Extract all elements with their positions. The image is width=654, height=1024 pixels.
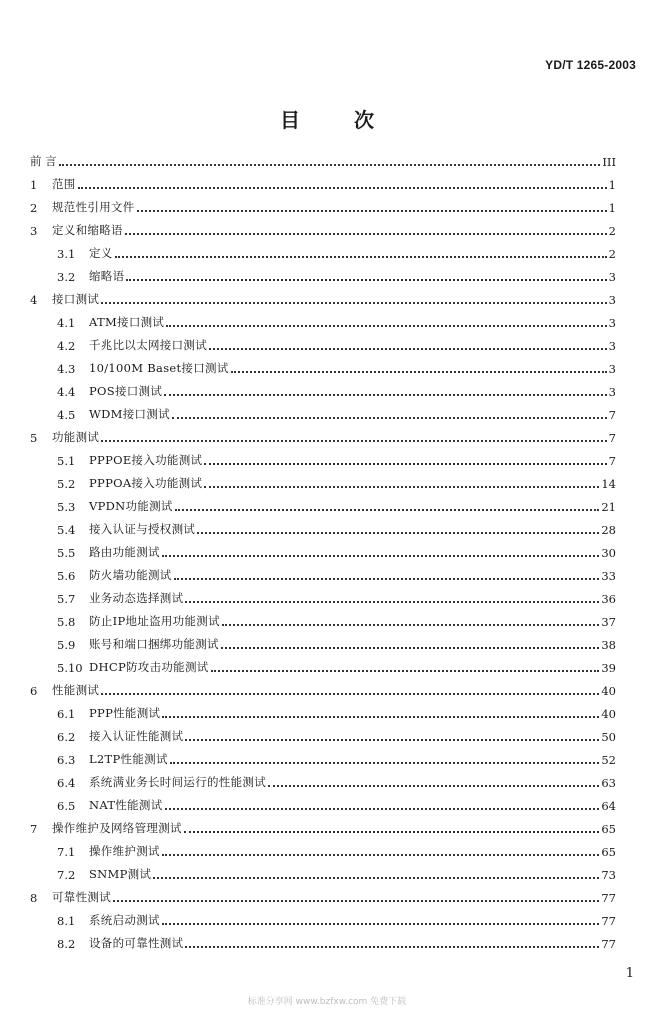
- dot-leader: [162, 922, 600, 925]
- dot-leader: [164, 393, 607, 396]
- toc-entry-page: 38: [601, 638, 616, 652]
- page-number: 1: [625, 966, 634, 981]
- dot-leader: [165, 807, 600, 810]
- toc-entry-page: 3: [608, 339, 616, 353]
- dot-leader: [222, 623, 599, 626]
- page-title: 目次: [280, 108, 428, 132]
- toc-entry[interactable]: [30, 606, 616, 629]
- toc-entry-page: 3: [608, 362, 616, 376]
- toc-entry[interactable]: [30, 859, 616, 882]
- toc-entry-number: 6.5: [57, 799, 76, 813]
- toc-entry[interactable]: [30, 767, 616, 790]
- dot-leader: [101, 301, 606, 304]
- toc-entry-page: 3: [608, 293, 616, 307]
- dot-leader: [204, 485, 599, 488]
- toc-entry-number: 6.2: [57, 730, 76, 744]
- toc-entry[interactable]: [30, 698, 616, 721]
- dot-leader: [170, 761, 600, 764]
- toc-entry-number: 8.2: [57, 937, 76, 951]
- toc-entry-page: 52: [601, 753, 616, 767]
- toc-entry-page: 40: [601, 707, 616, 721]
- toc-entry-page: 21: [601, 500, 616, 514]
- toc-entry-label: 路由功能测试: [89, 545, 160, 559]
- toc-entry[interactable]: [30, 652, 616, 675]
- toc-entry-number: 4.2: [57, 339, 76, 353]
- dot-leader: [221, 646, 600, 649]
- toc-entry-number: 5.10: [57, 661, 83, 675]
- dot-leader: [174, 577, 600, 580]
- toc-entry[interactable]: [30, 928, 616, 951]
- table-of-contents: [30, 146, 616, 951]
- dot-leader: [162, 715, 599, 718]
- toc-entry[interactable]: [30, 537, 616, 560]
- toc-entry-label: 业务动态选择测试: [89, 591, 184, 605]
- toc-entry-label: 性能测试: [52, 683, 100, 697]
- toc-entry[interactable]: [30, 422, 616, 445]
- dot-leader: [137, 209, 607, 212]
- toc-entry-label: 接入认证性能测试: [89, 729, 184, 743]
- dot-leader: [175, 508, 600, 511]
- dot-leader: [115, 255, 607, 258]
- dot-leader: [204, 462, 606, 465]
- toc-entry-label: POS接口测试: [89, 384, 163, 398]
- toc-entry-page: 64: [601, 799, 616, 813]
- toc-entry[interactable]: [30, 813, 616, 836]
- toc-entry-label: 设备的可靠性测试: [89, 936, 184, 950]
- toc-entry-label: 范围: [52, 177, 76, 191]
- toc-entry-number: 5.6: [57, 569, 76, 583]
- toc-entry-label: PPP性能测试: [89, 706, 161, 720]
- toc-entry-page: 3: [608, 270, 616, 284]
- toc-entry-label: PPPOE接入功能测试: [89, 453, 203, 467]
- toc-entry[interactable]: [30, 238, 616, 261]
- dot-leader: [197, 531, 599, 534]
- dot-leader: [185, 945, 599, 948]
- toc-entry-page: 50: [601, 730, 616, 744]
- dot-leader: [126, 278, 606, 281]
- toc-entry[interactable]: [30, 169, 616, 192]
- toc-entry-number: 2: [30, 201, 38, 215]
- toc-entry-label: L2TP性能测试: [89, 752, 168, 766]
- toc-entry-number: 4: [30, 293, 38, 307]
- toc-entry-label: 操作维护及网络管理测试: [52, 821, 182, 835]
- toc-entry-number: 6.4: [57, 776, 76, 790]
- toc-entry-number: 5.5: [57, 546, 76, 560]
- toc-entry-label: DHCP防攻击功能测试: [89, 660, 209, 674]
- toc-entry-number: 前 言: [30, 154, 57, 168]
- toc-entry[interactable]: [30, 583, 616, 606]
- toc-entry-label: NAT性能测试: [89, 798, 163, 812]
- toc-entry-page: 33: [601, 569, 616, 583]
- dot-leader: [59, 163, 601, 166]
- toc-entry[interactable]: [30, 560, 616, 583]
- toc-entry[interactable]: [30, 514, 616, 537]
- toc-entry[interactable]: [30, 468, 616, 491]
- toc-entry-number: 6: [30, 684, 38, 698]
- dot-leader: [101, 439, 606, 442]
- dot-leader: [162, 853, 600, 856]
- toc-entry-number: 5.4: [57, 523, 76, 537]
- toc-entry-label: 账号和端口捆绑功能测试: [89, 637, 219, 651]
- toc-entry-page: 77: [601, 914, 616, 928]
- dot-leader: [185, 600, 599, 603]
- toc-entry-page: 2: [608, 224, 616, 238]
- toc-entry-label: 接口测试: [52, 292, 100, 306]
- toc-entry-label: 接入认证与授权测试: [89, 522, 196, 536]
- toc-entry-page: 1: [608, 201, 616, 215]
- toc-entry-label: 10/100M Baset接口测试: [89, 361, 229, 375]
- dot-leader: [78, 186, 607, 189]
- toc-entry-number: 7: [30, 822, 38, 836]
- dot-leader: [153, 876, 599, 879]
- toc-entry[interactable]: [30, 146, 616, 169]
- toc-entry-page: III: [602, 155, 616, 169]
- toc-entry-page: 77: [601, 937, 616, 951]
- toc-entry[interactable]: [30, 192, 616, 215]
- dot-leader: [209, 347, 607, 350]
- toc-entry-number: 5.1: [57, 454, 76, 468]
- toc-entry-page: 7: [608, 408, 616, 422]
- toc-entry-number: 6.1: [57, 707, 76, 721]
- toc-entry-number: 8.1: [57, 914, 76, 928]
- toc-entry[interactable]: [30, 790, 616, 813]
- toc-entry-label: 定义: [89, 246, 113, 260]
- toc-entry-page: 77: [601, 891, 616, 905]
- toc-entry-label: 防火墙功能测试: [89, 568, 172, 582]
- toc-entry-number: 6.3: [57, 753, 76, 767]
- toc-entry-number: 4.4: [57, 385, 76, 399]
- toc-entry-page: 65: [601, 845, 616, 859]
- toc-entry[interactable]: [30, 376, 616, 399]
- toc-entry-page: 7: [608, 431, 616, 445]
- toc-entry-number: 7.1: [57, 845, 76, 859]
- toc-entry-number: 8: [30, 891, 38, 905]
- toc-entry-number: 5.9: [57, 638, 76, 652]
- dot-leader: [231, 370, 607, 373]
- dot-leader: [268, 784, 599, 787]
- watermark: 标准分享网 www.bzfxw.com 免费下载: [247, 997, 407, 1007]
- dot-leader: [162, 554, 600, 557]
- toc-entry-number: 3.2: [57, 270, 76, 284]
- toc-entry-label: WDM接口测试: [89, 407, 170, 421]
- dot-leader: [113, 899, 599, 902]
- toc-entry[interactable]: [30, 307, 616, 330]
- toc-entry-number: 5.8: [57, 615, 76, 629]
- toc-entry[interactable]: [30, 261, 616, 284]
- toc-entry-label: 防止IP地址盗用功能测试: [89, 614, 220, 628]
- toc-entry-number: 4.1: [57, 316, 76, 330]
- dot-leader: [125, 232, 607, 235]
- dot-leader: [211, 669, 600, 672]
- toc-entry-page: 28: [601, 523, 616, 537]
- dot-leader: [185, 738, 599, 741]
- toc-entry[interactable]: [30, 882, 616, 905]
- toc-entry-page: 73: [601, 868, 616, 882]
- toc-entry-page: 63: [601, 776, 616, 790]
- toc-entry-page: 3: [608, 316, 616, 330]
- toc-entry[interactable]: [30, 744, 616, 767]
- toc-entry-label: 系统满业务长时间运行的性能测试: [89, 775, 266, 789]
- toc-entry[interactable]: [30, 353, 616, 376]
- toc-entry[interactable]: [30, 399, 616, 422]
- toc-entry-page: 14: [601, 477, 616, 491]
- dot-leader: [101, 692, 599, 695]
- toc-entry[interactable]: [30, 491, 616, 514]
- toc-entry-label: PPPOA接入功能测试: [89, 476, 203, 490]
- toc-entry-page: 40: [601, 684, 616, 698]
- toc-entry-label: 规范性引用文件: [52, 200, 135, 214]
- toc-entry-label: 操作维护测试: [89, 844, 160, 858]
- toc-entry-page: 1: [608, 178, 616, 192]
- dot-leader: [166, 324, 606, 327]
- toc-entry-number: 4.3: [57, 362, 76, 376]
- toc-entry-number: 4.5: [57, 408, 76, 422]
- standard-code: YD/T 1265-2003: [545, 58, 636, 72]
- toc-entry-page: 30: [601, 546, 616, 560]
- toc-entry-number: 1: [30, 178, 38, 192]
- toc-entry-page: 7: [608, 454, 616, 468]
- toc-entry-label: ATM接口测试: [89, 315, 165, 329]
- toc-entry-number: 5.3: [57, 500, 76, 514]
- toc-entry-number: 5: [30, 431, 38, 445]
- toc-entry[interactable]: [30, 836, 616, 859]
- toc-entry-label: 缩略语: [89, 269, 125, 283]
- toc-entry-page: 39: [601, 661, 616, 675]
- toc-entry-label: 可靠性测试: [52, 890, 111, 904]
- toc-entry-number: 5.7: [57, 592, 76, 606]
- toc-entry-page: 65: [601, 822, 616, 836]
- toc-entry[interactable]: [30, 445, 616, 468]
- toc-entry-label: 千兆比以太网接口测试: [89, 338, 207, 352]
- toc-entry-page: 3: [608, 385, 616, 399]
- dot-leader: [184, 830, 600, 833]
- toc-entry-label: 系统启动测试: [89, 913, 160, 927]
- toc-entry-label: VPDN功能测试: [89, 499, 173, 513]
- toc-entry[interactable]: [30, 284, 616, 307]
- toc-entry-number: 3: [30, 224, 38, 238]
- toc-entry-label: 功能测试: [52, 430, 100, 444]
- toc-entry-page: 37: [601, 615, 616, 629]
- toc-entry-number: 5.2: [57, 477, 76, 491]
- toc-entry-page: 2: [608, 247, 616, 261]
- toc-entry-number: 3.1: [57, 247, 76, 261]
- toc-entry[interactable]: [30, 721, 616, 744]
- toc-entry[interactable]: [30, 629, 616, 652]
- toc-entry[interactable]: [30, 905, 616, 928]
- toc-entry[interactable]: [30, 215, 616, 238]
- dot-leader: [172, 416, 607, 419]
- toc-entry-label: SNMP测试: [89, 867, 152, 881]
- toc-entry[interactable]: [30, 330, 616, 353]
- toc-entry-label: 定义和缩略语: [52, 223, 123, 237]
- toc-entry-number: 7.2: [57, 868, 76, 882]
- toc-entry-page: 36: [601, 592, 616, 606]
- toc-entry[interactable]: [30, 675, 616, 698]
